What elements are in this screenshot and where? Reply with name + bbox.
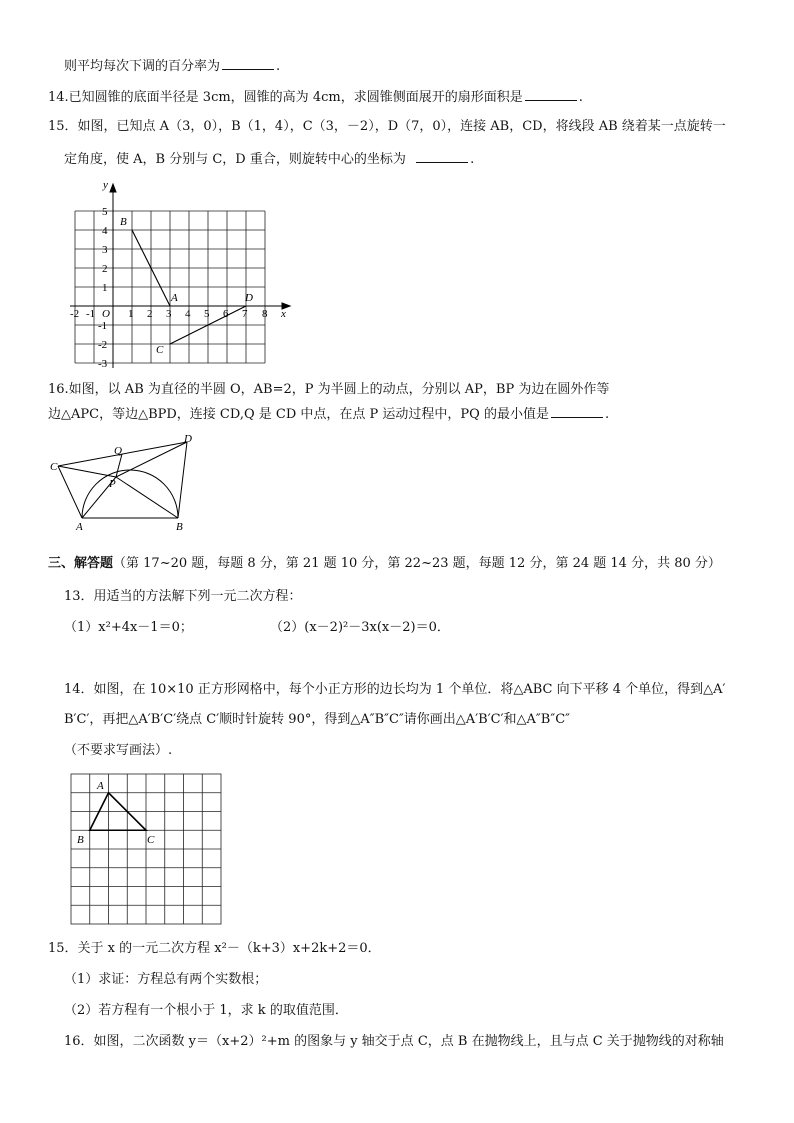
answer-blank [222, 56, 274, 70]
question-16-line2 [48, 404, 609, 424]
point-c-label: C [147, 834, 155, 846]
x-tick: -2 [70, 308, 80, 320]
question-14-fill [48, 87, 583, 107]
y-tick: -3 [98, 358, 108, 370]
triangle-labels [77, 780, 155, 846]
y-tick: 5 [102, 206, 108, 218]
question-text: 14.已知圆锥的底面半径是 3cm，圆锥的高为 4cm，求圆锥侧面展开的扇形面积是 [48, 90, 523, 105]
point-labels [120, 216, 253, 356]
coordinate-grid-figure [62, 174, 302, 374]
q13-tail [64, 56, 280, 76]
answer-blank [525, 87, 577, 101]
problem-15-stem: 15．关于 x 的一元二次方程 x²－（k+3）x+2k+2＝0． [48, 941, 381, 956]
period: . [470, 152, 475, 167]
answer-blank [416, 149, 468, 163]
problem-13-stem: 13．用适当的方法解下列一元二次方程： [64, 589, 302, 604]
x-tick: 1 [128, 308, 134, 320]
axis-labels [102, 179, 286, 320]
question-15-line2 [64, 149, 474, 169]
section-note: （第 17~20 题，每题 8 分，第 21 题 10 分，第 22~23 题，每题 12 分，第 24 题 14 分，共 80 分） [113, 556, 721, 571]
problem-14-line1: 14．如图，在 10×10 正方形网格中，每个小正方形的边长均为 1 个单位．将△ABC 向下平移 4 个单位，得到△A′ [64, 682, 726, 697]
y-tick: 2 [102, 263, 108, 275]
point-a-label: A [97, 780, 104, 792]
problem-14-line3: （不要求写画法）. [64, 743, 173, 758]
segment-pb [116, 477, 178, 518]
question-15-line1: 15．如图，已知点 A（3，0），B（1，4），C（3，－2），D（7，0），连接 AB，CD，将线段 AB 绕着某一点旋转一 [48, 119, 726, 134]
point-b-label: B [120, 216, 127, 228]
point-d-label: D [184, 433, 192, 445]
figure-lines [58, 442, 187, 518]
y-tick-labels [98, 206, 108, 370]
problem-13-part1: （1）x²+4x－1＝0； [64, 620, 193, 635]
point-d-label: D [245, 292, 253, 304]
point-q-label: Q [114, 445, 122, 457]
point-a-label: A [76, 521, 83, 533]
period: . [604, 407, 610, 422]
problem-14-line2: B′C′，再把△A′B′C′绕点 C′顺时针旋转 90°，得到△A″B″C″请你画出△A′B′C′和△A″B″C″ [64, 712, 570, 727]
x-tick: 4 [185, 308, 191, 320]
problem-15-part2: （2）若方程有一个根小于 1，求 k 的取值范围． [64, 1003, 348, 1018]
question-16-line1: 16.如图，以 AB 为直径的半圆 O，AB=2，P 为半圆上的动点，分别以 AP，BP 为边在圆外作等 [48, 382, 610, 397]
square-grid-figure [68, 772, 224, 926]
answer-blank [551, 404, 603, 418]
point-a-label: A [171, 292, 178, 304]
y-tick: 1 [102, 282, 108, 294]
period: . [276, 59, 281, 74]
origin-label: O [102, 308, 110, 320]
x-tick: 3 [166, 308, 172, 320]
question-text: 定角度，使 A，B 分别与 C，D 重合，则旋转中心的坐标为 [64, 152, 406, 167]
point-p-label: P [109, 478, 116, 490]
section-title: 三、解答题 [48, 556, 114, 571]
segment-pd [116, 442, 187, 477]
x-tick: 2 [147, 308, 153, 320]
segment-ca [58, 466, 82, 518]
x-tick: 8 [262, 308, 268, 320]
semicircle-figure [46, 428, 206, 534]
point-b-label: B [176, 521, 183, 533]
x-tick: 6 [223, 308, 229, 320]
segment-cp [58, 466, 116, 477]
y-axis-label: y [103, 179, 108, 191]
problem-16-line1: 16．如图，二次函数 y＝（x+2）²+m 的图象与 y 轴交于点 C，点 B 在抛物线上，且与点 C 关于抛物线的对称轴 [64, 1034, 724, 1049]
question-text: 边△APC，等边△BPD，连接 CD,Q 是 CD 中点，在点 P 运动过程中，PQ 的最小值是 [48, 407, 549, 422]
problem-15-part1: （1）求证：方程总有两个实数根； [64, 972, 268, 987]
x-tick: 7 [242, 308, 248, 320]
problem-13-part2: （2）(x－2)²－3x(x－2)＝0． [270, 620, 450, 635]
y-tick: -2 [98, 339, 108, 351]
point-c-label: C [50, 461, 58, 473]
question-text: 则平均每次下调的百分率为 [64, 59, 221, 74]
y-tick: 3 [102, 244, 108, 256]
point-b-label: B [77, 834, 84, 846]
segment-pq [116, 454, 122, 477]
semicircle-arc [82, 470, 178, 518]
grid-lines [71, 774, 221, 924]
y-tick: -1 [98, 320, 108, 332]
x-axis-label: x [281, 308, 286, 320]
x-tick: 5 [204, 308, 210, 320]
y-tick: 4 [102, 225, 108, 237]
segment-cd [58, 442, 187, 466]
segment-db [178, 442, 187, 518]
section-header [48, 555, 721, 573]
point-c-label: C [156, 344, 164, 356]
x-tick: -1 [86, 308, 96, 320]
period: . [578, 90, 583, 105]
